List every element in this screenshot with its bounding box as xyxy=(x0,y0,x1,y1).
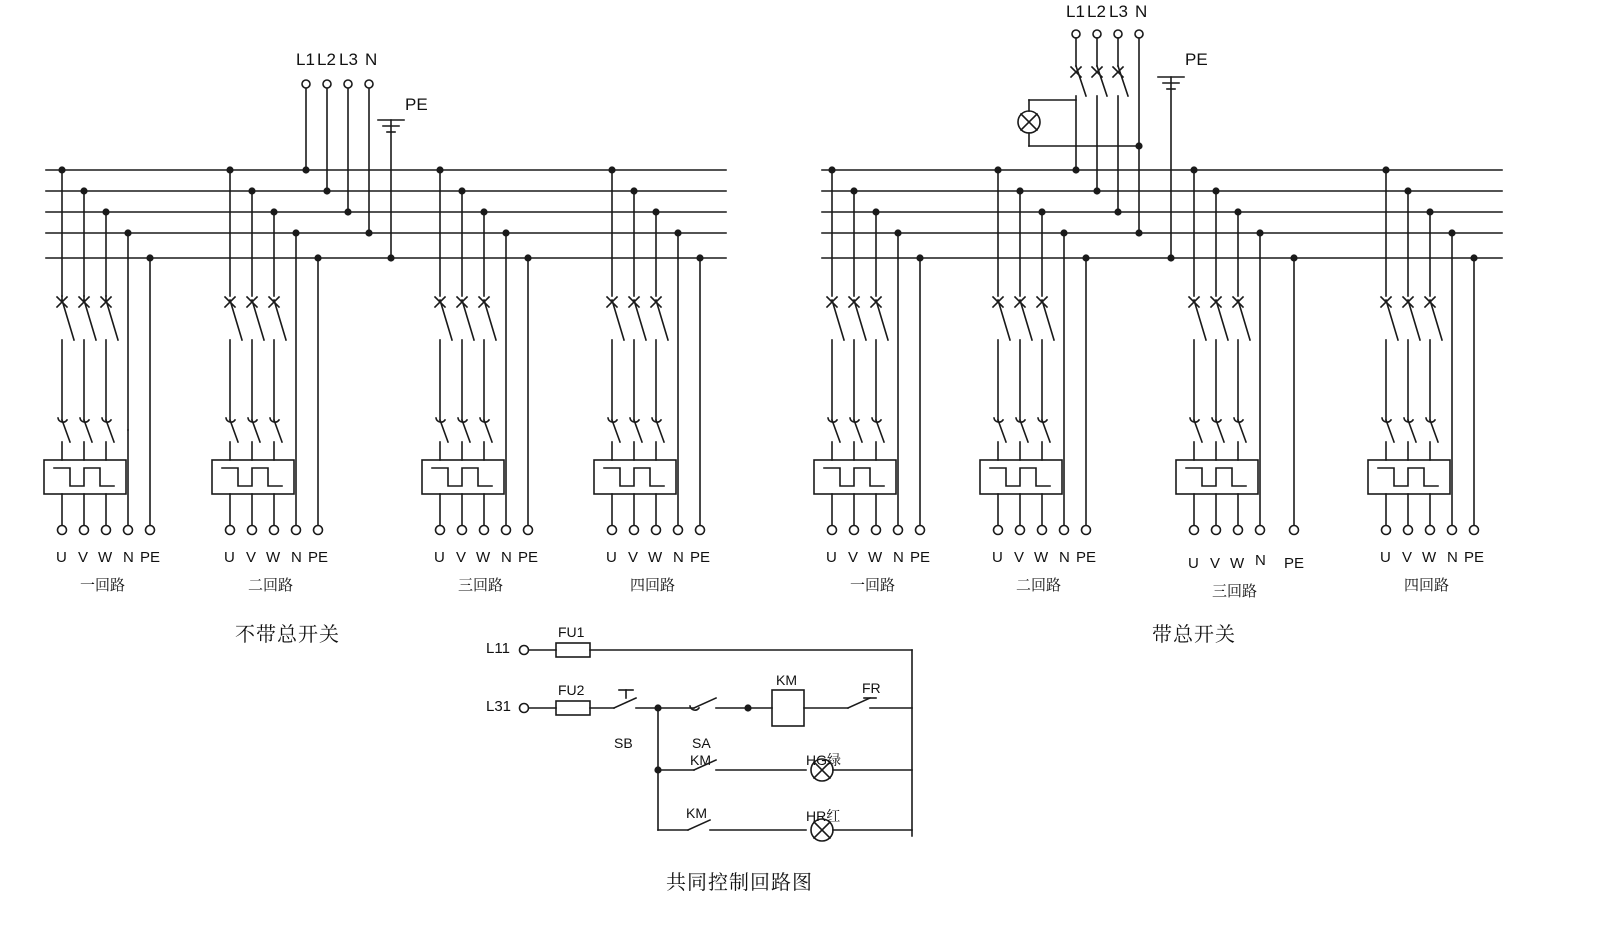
terminal-label-w: W xyxy=(476,549,491,566)
terminal-label-n: N xyxy=(1059,549,1070,566)
terminal-label-pe: PE xyxy=(1076,549,1097,566)
lamp-red-label: HR红 xyxy=(806,808,841,824)
circuit-name-2: 二回路 xyxy=(248,577,294,594)
terminal-label-w: W xyxy=(1230,555,1245,572)
circuit-name-3: 三回路 xyxy=(458,577,504,594)
terminal-label-u: U xyxy=(1188,555,1199,572)
supply-label-l2-left: L2 xyxy=(317,50,336,69)
circuit-name-3: 三回路 xyxy=(1212,583,1258,600)
control-line-bottom-label: L31 xyxy=(486,698,512,715)
circuit-name-2: 二回路 xyxy=(1016,577,1062,594)
terminal-label-u: U xyxy=(224,549,235,566)
terminal-label-n: N xyxy=(123,549,134,566)
terminal-label-w: W xyxy=(266,549,281,566)
terminal-label-v: V xyxy=(78,549,89,566)
fuse-fu1-label: FU1 xyxy=(558,624,585,640)
terminal-label-u: U xyxy=(606,549,617,566)
terminal-label-pe: PE xyxy=(910,549,931,566)
circuit-name-4: 四回路 xyxy=(1404,577,1450,594)
terminal-label-n: N xyxy=(291,549,302,566)
terminal-label-v: V xyxy=(1014,549,1025,566)
contactor-coil-km-label: KM xyxy=(776,672,797,688)
supply-label-l2-right: L2 xyxy=(1087,2,1106,21)
selector-sa-label: SA xyxy=(692,735,711,751)
terminal-label-pe: PE xyxy=(1284,555,1305,572)
thermal-relay-fr-label: FR xyxy=(862,680,881,696)
terminal-label-w: W xyxy=(868,549,883,566)
terminal-label-pe: PE xyxy=(1464,549,1485,566)
terminal-label-n: N xyxy=(673,549,684,566)
terminal-label-u: U xyxy=(992,549,1003,566)
pe-label-left: PE xyxy=(405,95,428,114)
terminal-label-u: U xyxy=(56,549,67,566)
fuse-fu2-label: FU2 xyxy=(558,682,585,698)
terminal-label-n: N xyxy=(1447,549,1458,566)
button-sb-label: SB xyxy=(614,735,633,751)
terminal-label-w: W xyxy=(98,549,113,566)
supply-label-l3-right: L3 xyxy=(1109,2,1128,21)
terminal-label-w: W xyxy=(648,549,663,566)
control-line-top-label: L11 xyxy=(486,640,510,657)
terminal-label-v: V xyxy=(1402,549,1413,566)
supply-label-l1-right: L1 xyxy=(1066,2,1085,21)
aux-contact-km-label-1: KM xyxy=(690,752,711,768)
supply-label-n-left: N xyxy=(365,50,378,69)
lamp-green-label: HG绿 xyxy=(806,752,841,768)
title-control-circuit: 共同控制回路图 xyxy=(666,872,813,894)
terminal-label-w: W xyxy=(1422,549,1437,566)
terminal-label-pe: PE xyxy=(308,549,329,566)
terminal-label-v: V xyxy=(246,549,257,566)
title-left-diagram: 不带总开关 xyxy=(235,624,340,646)
terminal-label-w: W xyxy=(1034,549,1049,566)
supply-label-l1-left: L1 xyxy=(296,50,315,69)
terminal-label-n: N xyxy=(501,549,512,566)
terminal-label-pe: PE xyxy=(140,549,161,566)
circuit-name-4: 四回路 xyxy=(630,577,676,594)
circuit-name-1: 一回路 xyxy=(850,577,896,594)
supply-label-n-right: N xyxy=(1135,2,1148,21)
terminal-label-v: V xyxy=(848,549,859,566)
terminal-label-u: U xyxy=(434,549,445,566)
pe-label-right: PE xyxy=(1185,50,1208,69)
terminal-label-v: V xyxy=(456,549,467,566)
terminal-label-v: V xyxy=(628,549,639,566)
terminal-label-pe: PE xyxy=(690,549,711,566)
supply-label-l3-left: L3 xyxy=(339,50,358,69)
terminal-label-u: U xyxy=(826,549,837,566)
terminal-label-n: N xyxy=(893,549,904,566)
title-right-diagram: 带总开关 xyxy=(1152,624,1236,646)
aux-contact-km-label-2: KM xyxy=(686,805,707,821)
circuit-name-1: 一回路 xyxy=(80,577,126,594)
terminal-label-u: U xyxy=(1380,549,1391,566)
terminal-label-pe: PE xyxy=(518,549,539,566)
terminal-label-n: N xyxy=(1255,552,1266,569)
terminal-label-v: V xyxy=(1210,555,1221,572)
